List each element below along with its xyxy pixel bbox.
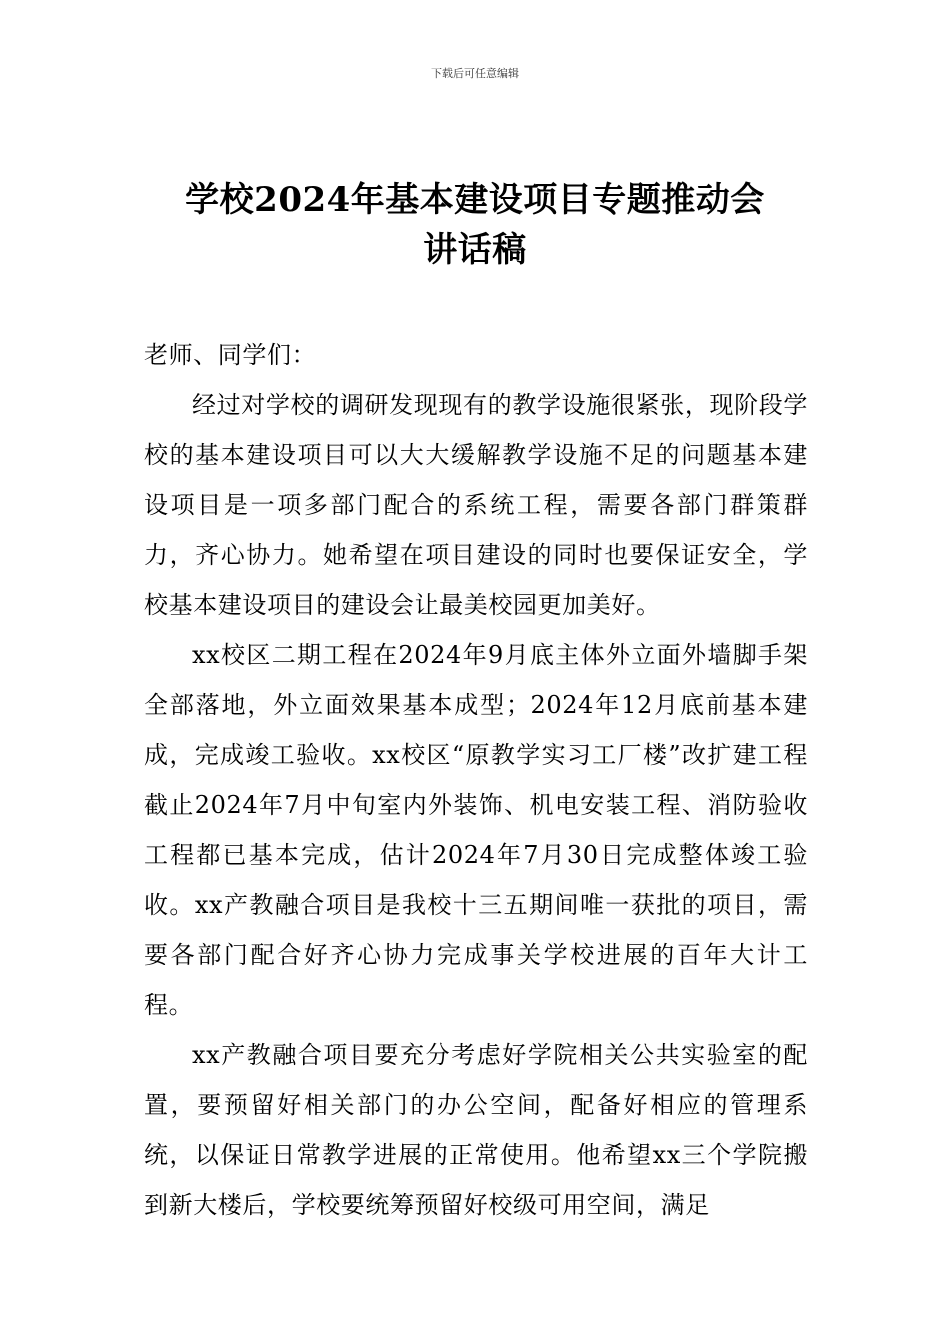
- paragraph-1: 经过对学校的调研发现现有的教学设施很紧张，现阶段学校的基本建设项目可以大大缓解教学设施不足的问题基本建设项目是一项多部门配合的系统工程，需要各部门群策群力，齐心协力。她希望在项目建设的同时也要保证安全，学校基本建设项目的建设会让最美校园更加美好。: [144, 391, 808, 619]
- header-note: 下载后可任意编辑: [431, 67, 519, 80]
- document-body: [144, 330, 808, 1230]
- paragraph-3: xx产教融合项目要充分考虑好学院相关公共实验室的配置，要预留好相关部门的办公空间，配备好相应的管理系统，以保证日常教学进展的正常使用。他希望xx三个学院搬到新大楼后，学校要统筹预留好校级可用空间，满足: [144, 1041, 808, 1219]
- greeting: 老师、同学们：: [144, 341, 317, 369]
- document-title: [120, 175, 830, 275]
- title-line-1: 学校2024年基本建设项目专题推动会: [185, 180, 765, 220]
- paragraph-2: xx校区二期工程在2024年9月底主体外立面外墙脚手架全部落地，外立面效果基本成型；2024年12月底前基本建成，完成竣工验收。xx校区“原教学实习工厂楼”改扩建工程截止2024年7月中旬室内外装饰、机电安装工程、消防验收工程都已基本完成，估计2024年7月30日完成整体竣工验收。xx产教融合项目是我校十三五期间唯一获批的项目，需要各部门配合好齐心协力完成事关学校进展的百年大计工程。: [144, 641, 808, 1019]
- title-line-2: 讲话稿: [423, 230, 527, 270]
